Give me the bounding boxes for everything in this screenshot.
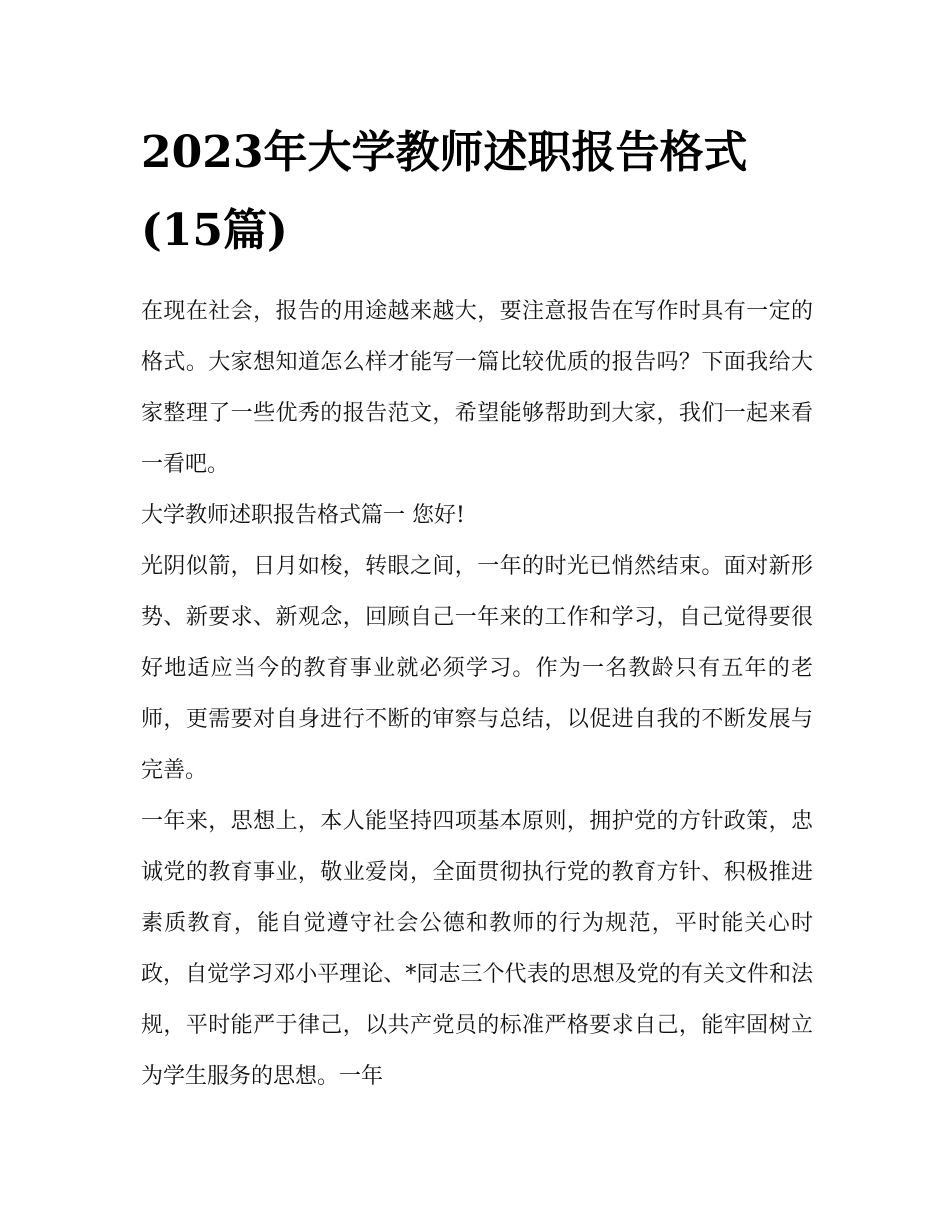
section-heading-paragraph: 大学教师述职报告格式篇一 您好! <box>141 503 465 528</box>
document-body <box>141 114 813 1102</box>
title-spacer <box>141 270 813 286</box>
document-title: 2023年大学教师述职报告格式(15篇) <box>141 127 748 256</box>
body-paragraph-2: 一年来，思想上，本人能坚持四项基本原则，拥护党的方针政策，忠诚党的教育事业，敬业爱岗，全面贯彻执行党的教育方针、积极推进素质教育，能自觉遵守社会公德和教师的行为规范，平时能关心时政，自觉学习邓小平理论、*同志三个代表的思想及党的有关文件和法规，平时能严于律己，以共产党员的标准严格要求自己，能牢固树立为学生服务的思想。一年 <box>141 809 813 1089</box>
intro-paragraph: 在现在社会，报告的用途越来越大，要注意报告在写作时具有一定的格式。大家想知道怎么样才能写一篇比较优质的报告吗？下面我给大家整理了一些优秀的报告范文，希望能够帮助到大家，我们一起来看一看吧。 <box>141 299 813 477</box>
body-paragraph-1: 光阴似箭，日月如梭，转眼之间，一年的时光已悄然结束。面对新形势、新要求、新观念，回顾自己一年来的工作和学习，自己觉得要很好地适应当今的教育事业就必须学习。作为一名教龄只有五年的老师，更需要对自身进行不断的审察与总结，以促进自我的不断发展与完善。 <box>141 554 813 783</box>
